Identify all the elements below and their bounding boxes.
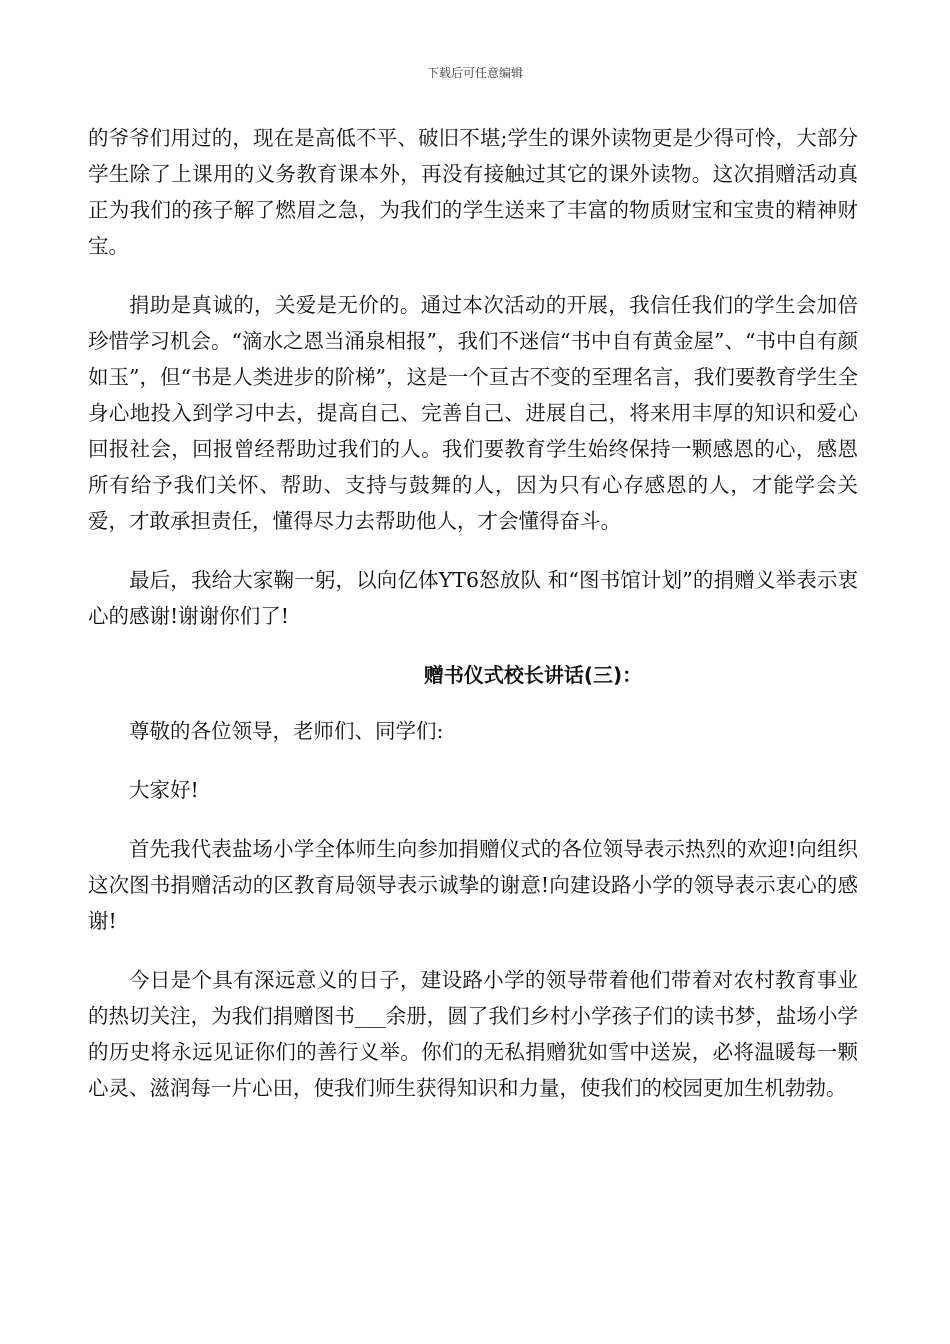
page-header: 下载后可任意编辑 — [426, 66, 523, 80]
document-body — [88, 120, 858, 1129]
salutation: 尊敬的各位领导，老师们、同学们: — [129, 719, 444, 743]
paragraph: 捐助是真诚的，关爱是无价的。通过本次活动的开展，我信任我们的学生会加倍珍惜学习机会。“滴水之恩当涌泉相报”，我们不迷信“书中自有黄金屋”、“书中自有颜如玉”，但“书是人类进步的阶梯”，这是一个亘古不变的至理名言，我们要教育学生全身心地投入到学习中去，提高自己、完善自己、进展自己，将来用丰厚的知识和爱心回报社会，回报曾经帮助过我们的人。我们要教育学生始终保持一颗感恩的心，感恩所有给予我们关怀、帮助、支持与鼓舞的人，因为只有心存感恩的人，才能学会关爱，才敢承担责任，懂得尽力去帮助他人，才会懂得奋斗。 — [88, 293, 858, 533]
section-title: 赠书仪式校长讲话(三)： — [423, 663, 643, 687]
greeting: 大家好! — [129, 778, 199, 802]
paragraph: 首先我代表盐场小学全体师生向参加捐赠仪式的各位领导表示热烈的欢迎!向组织这次图书捐赠活动的区教育局领导表示诚挚的谢意!向建设路小学的领导表示衷心的感谢! — [88, 837, 858, 933]
paragraph: 的爷爷们用过的，现在是高低不平、破旧不堪;学生的课外读物更是少得可怜，大部分学生除了上课用的义务教育课本外，再没有接触过其它的课外读物。这次捐赠活动真正为我们的孩子解了燃眉之急，为我们的学生送来了丰富的物质财宝和宝贵的精神财宝。 — [88, 126, 858, 258]
paragraph: 最后，我给大家鞠一躬，以向亿体YT6怒放队 和“图书馆计划”的捐赠义举表示衷心的感谢!谢谢你们了! — [88, 568, 858, 628]
paragraph: 今日是个具有深远意义的日子，建设路小学的领导带着他们带着对农村教育事业的热切关注，为我们捐赠图书___余册，圆了我们乡村小学孩子们的读书梦，盐场小学的历史将永远见证你们的善行义举。你们的无私捐赠犹如雪中送炭，必将温暖每一颗心灵、滋润每一片心田，使我们师生获得知识和力量，使我们的校园更加生机勃勃。 — [88, 968, 858, 1100]
